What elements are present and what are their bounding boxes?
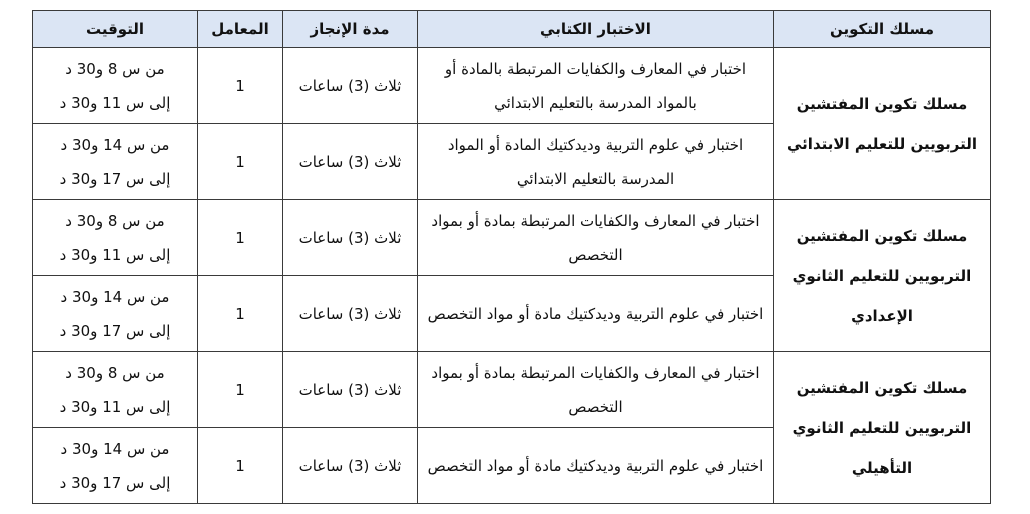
time-from: من س 8 و30 د (65, 363, 165, 382)
table-row (33, 352, 991, 428)
exam-cell: اختبار في المعارف والكفايات المرتبطة بمادة أو بمواد التخصص (418, 200, 774, 276)
time-to: إلى س 17 و30 د (59, 169, 171, 188)
time-to: إلى س 11 و30 د (59, 397, 171, 416)
coefficient-cell: 1 (198, 428, 283, 504)
duration-cell: ثلاث (3) ساعات (283, 200, 418, 276)
duration-cell: ثلاث (3) ساعات (283, 48, 418, 124)
header-row (33, 11, 991, 48)
exam-cell: اختبار في علوم التربية وديدكتيك مادة أو مواد التخصص (418, 428, 774, 504)
coefficient-cell: 1 (198, 124, 283, 200)
exam-cell: اختبار في علوم التربية وديدكتيك مادة أو مواد التخصص (418, 276, 774, 352)
duration-cell: ثلاث (3) ساعات (283, 352, 418, 428)
track-cell-secondary: مسلك تكوين المفتشين التربويين للتعليم الثانوي التأهيلي (774, 352, 991, 504)
header-exam: الاختبار الكتابي (418, 11, 774, 48)
time-to: إلى س 11 و30 د (59, 245, 171, 264)
exam-cell: اختبار في المعارف والكفايات المرتبطة بالمادة أو بالمواد المدرسة بالتعليم الابتدائي (418, 48, 774, 124)
header-duration: مدة الإنجاز (283, 11, 418, 48)
time-from: من س 8 و30 د (65, 59, 165, 78)
time-from: من س 8 و30 د (65, 211, 165, 230)
timing-cell (33, 200, 198, 276)
header-timing: التوقيت (33, 11, 198, 48)
timing-cell (33, 124, 198, 200)
exam-schedule-table (32, 10, 991, 504)
coefficient-cell: 1 (198, 276, 283, 352)
time-to: إلى س 17 و30 د (59, 473, 171, 492)
table-row (33, 200, 991, 276)
timing-cell (33, 276, 198, 352)
time-from: من س 14 و30 د (60, 135, 170, 154)
duration-cell: ثلاث (3) ساعات (283, 276, 418, 352)
duration-cell: ثلاث (3) ساعات (283, 428, 418, 504)
exam-cell: اختبار في المعارف والكفايات المرتبطة بمادة أو بمواد التخصص (418, 352, 774, 428)
timing-cell (33, 352, 198, 428)
time-to: إلى س 17 و30 د (59, 321, 171, 340)
time-from: من س 14 و30 د (60, 439, 170, 458)
coefficient-cell: 1 (198, 48, 283, 124)
time-to: إلى س 11 و30 د (59, 93, 171, 112)
time-from: من س 14 و30 د (60, 287, 170, 306)
table-row (33, 48, 991, 124)
header-track: مسلك التكوين (774, 11, 991, 48)
coefficient-cell: 1 (198, 200, 283, 276)
timing-cell (33, 48, 198, 124)
header-coefficient: المعامل (198, 11, 283, 48)
duration-cell: ثلاث (3) ساعات (283, 124, 418, 200)
timing-cell (33, 428, 198, 504)
exam-cell: اختبار في علوم التربية وديدكتيك المادة أو المواد المدرسة بالتعليم الابتدائي (418, 124, 774, 200)
coefficient-cell: 1 (198, 352, 283, 428)
track-cell-primary: مسلك تكوين المفتشين التربويين للتعليم الابتدائي (774, 48, 991, 200)
track-cell-middle: مسلك تكوين المفتشين التربويين للتعليم الثانوي الإعدادي (774, 200, 991, 352)
